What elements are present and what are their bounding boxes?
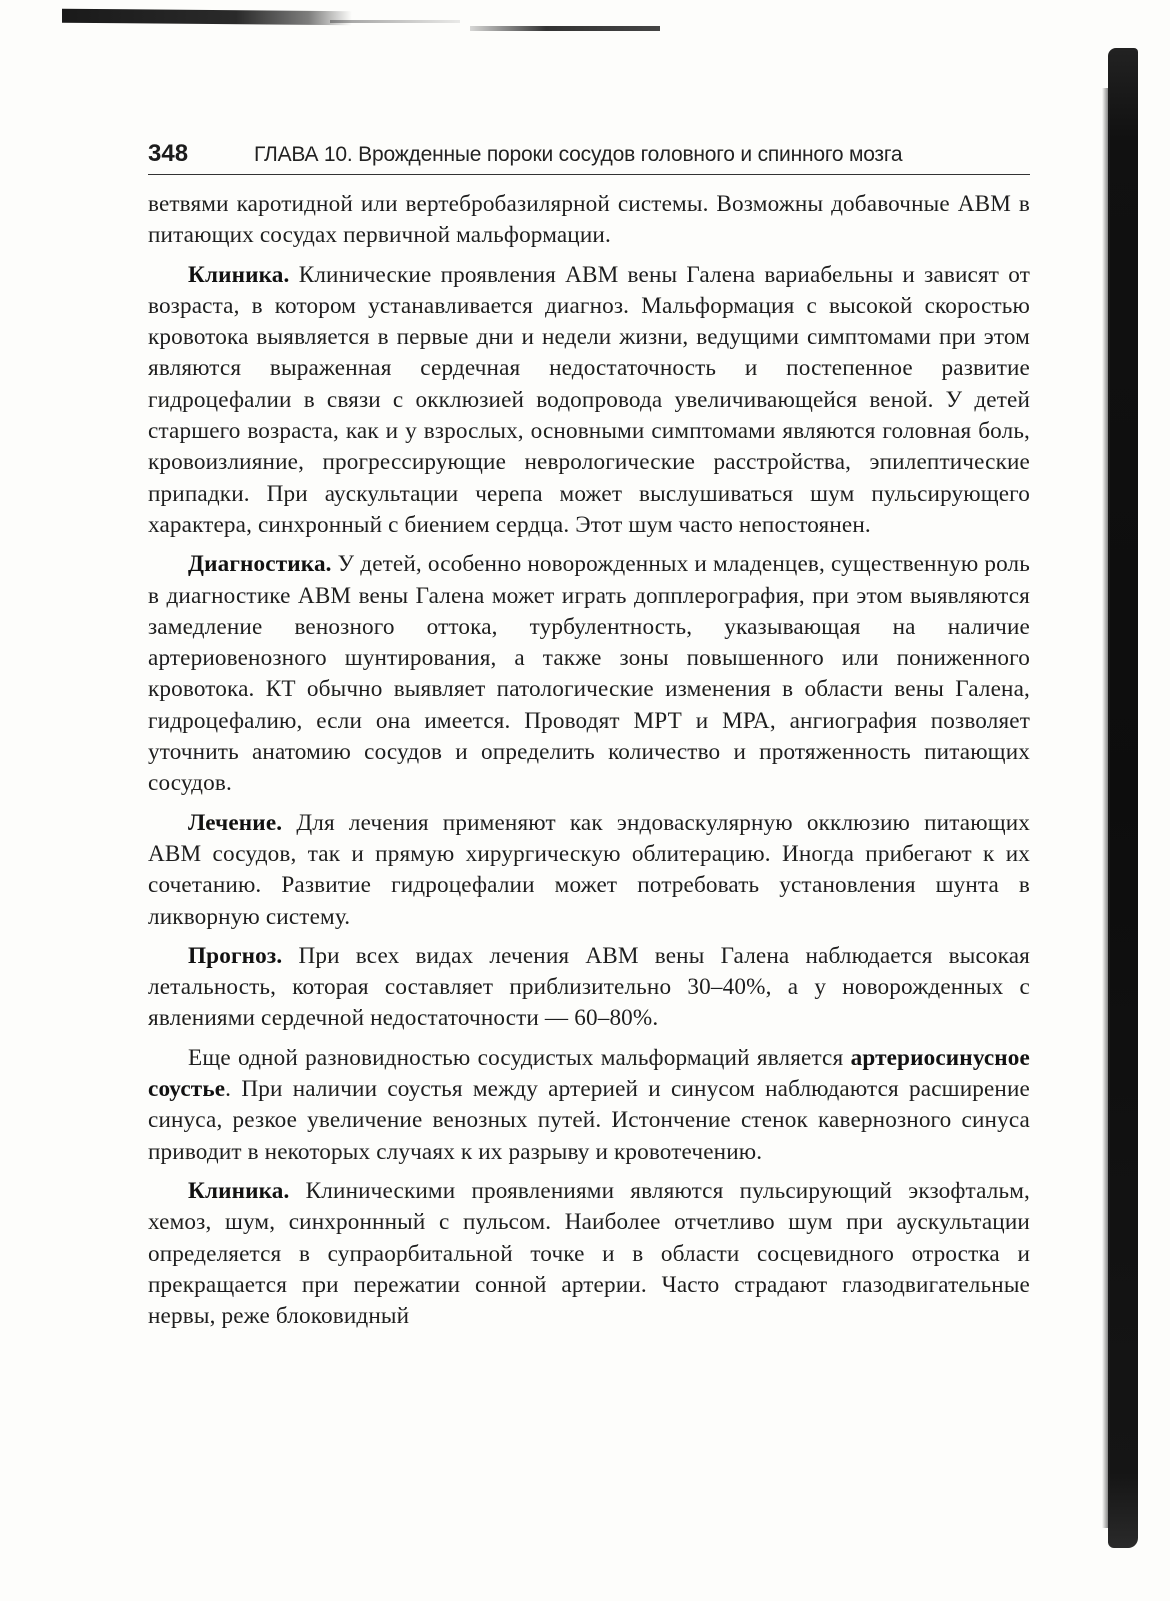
scan-artifact-right-edge xyxy=(1108,48,1138,1548)
paragraph-arteriosinus xyxy=(148,1043,1030,1168)
paragraph-text: Клинические проявления АВМ вены Галена вариабельны и зависят от возраста, в котором устанавливается диагноз. Мальформация с высокой скоростью кровотока выявляется в первые дни и недели жизни, ведущими симптомами при этом являются выраженная сердечная недостаточность и постепенное развитие гидроцефалии в связи с окклюзией водопровода увеличивающейся веной. У детей старшего возраста, как и у взрослых, основными симптомами являются головная боль, кровоизлияние, прогрессирующие неврологические расстройства, эпилептические припадки. При аускультации черепа может выслушиваться шум пульсирующего характера, синхронный с биением сердца. Этот шум часто непостоянен. xyxy=(148,261,1030,538)
paragraph-diagnostics xyxy=(148,549,1030,799)
chapter-title: ГЛАВА 10. Врожденные пороки сосудов головного и спинного мозга xyxy=(254,143,903,166)
paragraph-heading: Лечение. xyxy=(188,809,283,836)
paragraph-term: артериосинусное соустье xyxy=(148,1044,1030,1103)
paragraph-heading: Клиника. xyxy=(188,261,290,288)
paragraph-text: Клиническими проявлениями являются пульсирующий экзофтальм, хемоз, шум, синхроннный с пульсом. Наиболее отчетливо шум при аускультации определяется в супраорбитальной точке и в области сосцевидного отростка и прекращается при пережатии сонной артерии. Часто страдают глазодвигательные нервы, реже блоковидный xyxy=(148,1177,1030,1330)
running-head xyxy=(148,140,1030,175)
scan-artifact-top-faint xyxy=(330,20,460,23)
paragraph-heading: Клиника. xyxy=(188,1177,290,1204)
page-number: 348 xyxy=(148,140,189,167)
paragraph-heading: Прогноз. xyxy=(188,942,283,969)
paragraph-continuation xyxy=(148,189,1030,252)
paragraph-text: Для лечения применяют как эндоваскулярную окклюзию питающих АВМ сосудов, так и прямую хирургическую облитерацию. Иногда прибегают к их сочетанию. Развитие гидроцефалии может потребовать установления шунта в ликворную систему. xyxy=(148,809,1030,930)
paragraph-text: ветвями каротидной или вертебробазилярной системы. Возможны добавочные АВМ в питающих сосудах первичной мальформации. xyxy=(148,191,1030,249)
paragraph-prognosis xyxy=(148,941,1030,1035)
paragraph-treatment xyxy=(148,808,1030,933)
paragraph-text: . При наличии соустья между артерией и синусом наблюдаются расширение синуса, резкое увеличение венозных путей. Истончение стенок кавернозного синуса приводит в некоторых случаях к их разрыву и кровотечению. xyxy=(148,1076,1030,1165)
paragraph-lead: Еще одной разновидностью сосудистых мальформаций является xyxy=(188,1044,851,1071)
paragraph-clinic xyxy=(148,260,1030,542)
paragraph-text: У детей, особенно новорожденных и младенцев, существенную роль в диагностике АВМ вены Галена может играть допплерография, при этом выявляются замедление венозного оттока, турбулентность, указывающая на наличие артериовенозного шунтирования, а также зоны повышенного или пониженного кровотока. КТ обычно выявляет патологические изменения в области вены Галена, гидроцефалию, если она имеется. Проводят МРТ и МРА, ангиография позволяет уточнить анатомию сосудов и определить количество и протяженность питающих сосудов. xyxy=(148,551,1030,797)
book-page xyxy=(148,140,1030,1340)
paragraph-heading: Диагностика. xyxy=(188,551,332,578)
paragraph-text: При всех видах лечения АВМ вены Галена наблюдается высокая летальность, которая составляет приблизительно 30–40%, а у новорожденных с явлениями сердечной недостаточности — 60–80%. xyxy=(148,942,1030,1032)
body-text xyxy=(148,189,1030,1332)
scan-artifact-top-right xyxy=(470,26,660,31)
scan-artifact-top xyxy=(62,9,352,26)
paragraph-clinic-2 xyxy=(148,1176,1030,1332)
